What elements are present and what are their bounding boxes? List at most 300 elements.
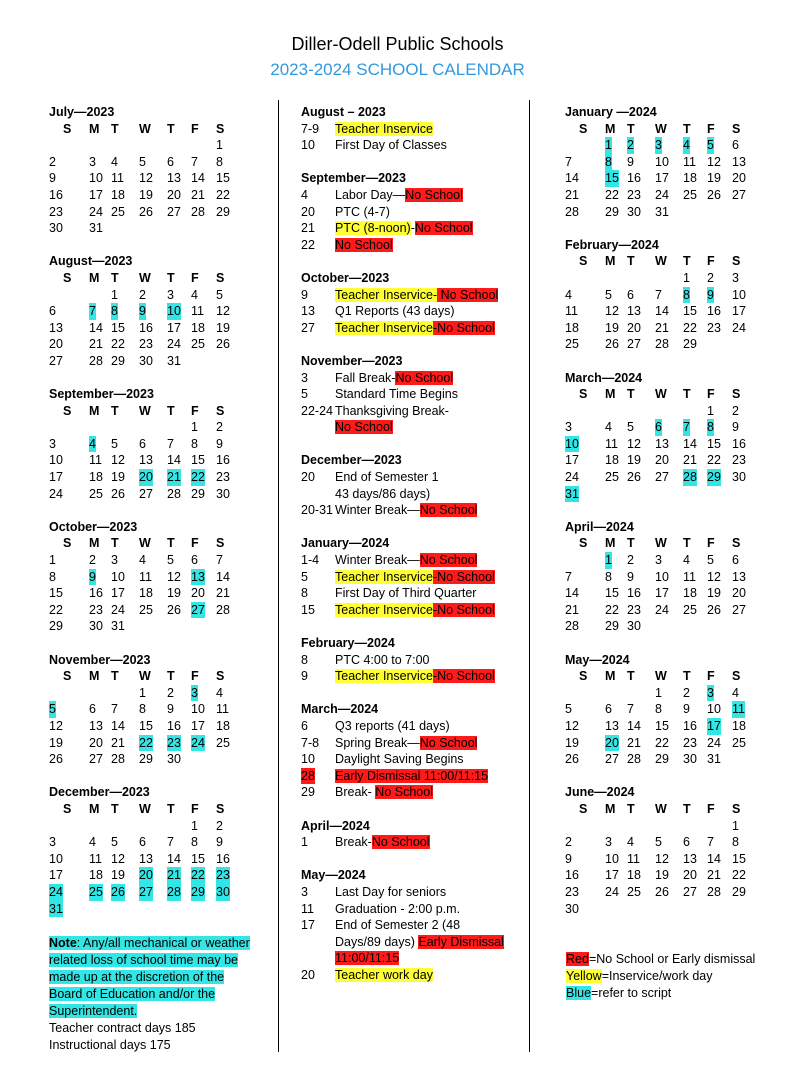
day-cell: 24	[655, 187, 669, 202]
left-calendar-column	[49, 104, 230, 934]
weekday-header: S	[732, 669, 741, 684]
weekday-header: W	[655, 387, 667, 402]
day-cell: 29	[605, 619, 619, 634]
event-text-part: -No School	[432, 602, 495, 617]
day-cell: 30	[565, 901, 579, 916]
weekday-header: T	[111, 801, 119, 816]
event-line	[301, 718, 450, 735]
month-title: December—2023	[49, 785, 150, 800]
event-date: 7-8	[301, 735, 320, 750]
day-cell: 11	[627, 851, 640, 866]
week-row	[565, 735, 746, 752]
legend-key: Red	[566, 952, 589, 966]
day-cell: 25	[683, 187, 697, 202]
day-cell: 13	[605, 718, 619, 733]
week-row	[49, 287, 223, 304]
event-line	[301, 602, 495, 619]
weekday-header: S	[216, 536, 225, 551]
week-row	[565, 818, 739, 835]
day-cell: 5	[216, 287, 223, 302]
event-month-title: November—2023	[301, 353, 403, 368]
day-cell: 1	[49, 553, 56, 568]
month-title: July—2023	[49, 105, 115, 119]
day-cell: 2	[732, 403, 739, 418]
day-cell: 26	[111, 884, 125, 899]
day-cell: 4	[683, 138, 690, 153]
day-cell: 11	[216, 702, 229, 717]
legend-key: Yellow	[566, 969, 602, 983]
month-calendar	[49, 253, 230, 369]
event-month-section	[301, 270, 499, 336]
week-row	[49, 618, 154, 635]
day-cell: 8	[139, 702, 146, 717]
weekday-header: W	[139, 121, 151, 136]
day-cell: 16	[167, 718, 181, 733]
event-date: 1-4	[301, 553, 320, 568]
month-calendar	[49, 784, 230, 917]
day-cell: 19	[216, 320, 230, 335]
event-text-part: Q3 reports (41 days)	[335, 718, 450, 733]
column-divider-left	[278, 100, 279, 1052]
day-cell: 22	[683, 320, 697, 335]
week-row	[565, 469, 746, 486]
event-month-title: October—2023	[301, 270, 390, 285]
day-cell: 17	[565, 453, 579, 468]
event-line	[301, 187, 463, 204]
event-line	[301, 220, 473, 237]
day-cell: 21	[191, 187, 205, 202]
day-cell: 4	[139, 553, 146, 568]
day-cell: 22	[707, 453, 721, 468]
weekday-header: F	[707, 669, 715, 684]
event-text	[335, 585, 476, 602]
day-cell: 2	[565, 835, 572, 850]
weekday-header: T	[167, 270, 175, 285]
day-cell: 5	[627, 420, 634, 435]
weekday-header: T	[683, 801, 691, 816]
week-row	[565, 452, 746, 469]
day-cell: 27	[655, 470, 669, 485]
weekday-header: M	[89, 801, 100, 816]
day-cell: 22	[732, 868, 746, 883]
day-cell: 28	[565, 619, 579, 634]
week-row	[49, 154, 223, 171]
week-row	[49, 220, 154, 237]
month-title: November—2023	[49, 652, 151, 667]
weekday-header: M	[605, 387, 616, 402]
day-cell: 28	[167, 486, 181, 501]
day-cell: 14	[111, 718, 125, 733]
day-cell: 21	[111, 735, 125, 750]
day-cell: 20	[89, 735, 103, 750]
day-cell: 26	[605, 337, 619, 352]
event-line	[301, 585, 477, 602]
month-calendar	[565, 784, 746, 917]
event-text-part: No School	[419, 553, 478, 568]
event-line	[301, 652, 430, 669]
day-cell: 21	[565, 602, 579, 617]
day-cell: 25	[683, 602, 697, 617]
week-row	[565, 884, 746, 901]
day-cell: 16	[732, 436, 746, 451]
event-text	[335, 668, 495, 685]
day-cell: 11	[111, 171, 124, 186]
week-row	[49, 718, 230, 735]
event-text-part: 11:00/11:15	[335, 951, 400, 966]
day-cell: 8	[111, 304, 118, 319]
event-line	[301, 287, 499, 304]
weekday-header-row	[565, 535, 741, 552]
week-row	[49, 419, 223, 436]
day-cell: 18	[139, 586, 153, 601]
day-cell: 3	[655, 553, 662, 568]
month-calendar	[49, 104, 230, 237]
event-text-part: Teacher Inservice	[335, 320, 433, 335]
weekday-header: F	[191, 121, 199, 136]
day-cell: 16	[565, 868, 579, 883]
week-row	[49, 486, 230, 503]
day-cell: 18	[732, 718, 746, 733]
day-cell: 18	[89, 470, 103, 485]
month-title: March—2024	[565, 370, 643, 385]
day-cell: 12	[605, 304, 619, 319]
day-cell: 30	[167, 752, 181, 767]
day-cell: 7	[683, 420, 690, 435]
event-text-part: No School	[335, 237, 393, 252]
event-text-part: No School	[371, 835, 430, 850]
page-title: Diller-Odell Public Schools	[291, 34, 504, 54]
weekday-header: S	[579, 121, 588, 136]
weekday-header: W	[139, 270, 151, 285]
event-text-part: PTC (4-7)	[335, 204, 390, 219]
day-cell: 28	[89, 353, 103, 368]
day-cell: 15	[216, 171, 230, 186]
day-cell: 13	[191, 569, 205, 584]
day-cell: 24	[565, 470, 579, 485]
day-cell: 27	[167, 204, 181, 219]
day-cell: 8	[191, 835, 198, 850]
day-cell: 6	[732, 138, 739, 153]
day-cell: 23	[627, 187, 641, 202]
event-line	[301, 901, 461, 918]
event-line	[301, 137, 447, 154]
day-cell: 29	[655, 752, 669, 767]
weekday-header: T	[111, 270, 119, 285]
weekday-header: M	[89, 121, 100, 136]
weekday-header: S	[579, 254, 588, 269]
event-text-part: End of Semester 2 (48	[335, 918, 461, 933]
day-cell: 21	[167, 868, 181, 883]
event-date: 10	[301, 752, 315, 767]
note-label: Note	[49, 936, 77, 950]
weekday-header-row	[49, 535, 225, 552]
right-calendar-column	[565, 104, 746, 934]
day-cell: 7	[167, 436, 174, 451]
weekday-header: T	[167, 403, 175, 418]
event-date: 3	[301, 370, 308, 385]
weekday-header: T	[683, 536, 691, 551]
day-cell: 5	[111, 835, 118, 850]
day-cell: 1	[683, 270, 690, 285]
day-cell: 18	[683, 171, 697, 186]
event-date: 29	[301, 785, 315, 800]
day-cell: 14	[191, 171, 205, 186]
week-row	[565, 137, 739, 154]
event-line	[301, 320, 495, 337]
day-cell: 4	[732, 685, 739, 700]
event-text-part: First Day of Classes	[335, 138, 447, 153]
week-row	[565, 751, 721, 768]
day-cell: 27	[627, 337, 641, 352]
month-calendar	[49, 519, 230, 635]
event-text-part: Last Day for seniors	[335, 884, 447, 899]
day-cell: 30	[216, 486, 230, 501]
event-line	[301, 751, 464, 768]
month-title: October—2023	[49, 519, 138, 534]
day-cell: 19	[111, 470, 125, 485]
week-row	[49, 735, 230, 752]
weekday-header-row	[565, 668, 741, 685]
day-cell: 14	[627, 718, 641, 733]
day-cell: 23	[49, 204, 63, 219]
weekday-header-row	[565, 253, 741, 270]
week-row	[565, 602, 746, 619]
day-cell: 3	[89, 154, 96, 169]
day-cell: 4	[605, 420, 612, 435]
day-cell: 28	[683, 470, 697, 485]
day-cell: 8	[191, 436, 198, 451]
event-text	[335, 751, 464, 768]
event-text	[335, 602, 495, 619]
day-cell: 11	[565, 304, 578, 319]
day-cell: 21	[565, 187, 579, 202]
day-cell: 8	[605, 154, 612, 169]
weekday-header-row	[49, 403, 225, 420]
day-cell: 31	[111, 619, 125, 634]
week-row	[565, 270, 739, 287]
week-row	[565, 436, 746, 453]
event-text	[335, 552, 477, 569]
day-cell: 14	[565, 586, 579, 601]
day-cell: 8	[707, 420, 714, 435]
day-cell: 12	[707, 569, 721, 584]
day-cell: 5	[139, 154, 146, 169]
day-cell: 18	[89, 868, 103, 883]
event-date: 20	[301, 470, 315, 485]
day-cell: 10	[732, 287, 746, 302]
weekday-header: T	[167, 801, 175, 816]
week-row	[49, 353, 181, 370]
weekday-header: M	[605, 536, 616, 551]
day-cell: 9	[683, 702, 690, 717]
event-text-part: No School	[437, 287, 499, 302]
weekday-header: T	[111, 536, 119, 551]
weekday-header: S	[579, 536, 588, 551]
day-cell: 30	[627, 619, 641, 634]
weekday-header: T	[627, 536, 635, 551]
event-text-part: Q1 Reports (43 days)	[335, 304, 455, 319]
day-cell: 30	[216, 884, 230, 899]
day-cell: 8	[605, 569, 612, 584]
day-cell: 28	[111, 752, 125, 767]
week-row	[565, 336, 697, 353]
day-cell: 2	[139, 287, 146, 302]
week-row	[565, 287, 746, 304]
weekday-header: T	[111, 403, 119, 418]
day-cell: 18	[565, 320, 579, 335]
event-line	[301, 934, 504, 951]
weekday-header: S	[63, 801, 72, 816]
day-cell: 4	[89, 436, 96, 451]
day-cell: 15	[191, 453, 205, 468]
day-cell: 19	[111, 868, 125, 883]
weekday-header: S	[216, 270, 225, 285]
weekday-header: T	[111, 121, 119, 136]
day-cell: 27	[191, 602, 205, 617]
events-column	[301, 104, 504, 1000]
day-cell: 11	[732, 702, 745, 717]
week-row	[565, 569, 746, 586]
event-date: 11	[301, 901, 314, 916]
weekday-header: W	[139, 801, 151, 816]
day-cell: 10	[49, 851, 63, 866]
event-text-part: Teacher work day	[335, 967, 433, 982]
day-cell: 21	[707, 868, 721, 883]
day-cell: 26	[49, 752, 63, 767]
event-line	[301, 884, 447, 901]
day-cell: 16	[216, 453, 230, 468]
weekday-header: S	[732, 801, 741, 816]
day-cell: 31	[89, 221, 103, 236]
day-cell: 19	[49, 735, 63, 750]
day-cell: 30	[732, 470, 746, 485]
day-cell: 25	[565, 337, 579, 352]
day-cell: 20	[605, 735, 619, 750]
event-month-title: February—2024	[301, 636, 395, 650]
event-line	[301, 502, 478, 519]
day-cell: 10	[655, 569, 669, 584]
day-cell: 16	[683, 718, 697, 733]
day-cell: 17	[655, 586, 669, 601]
day-cell: 13	[732, 569, 746, 584]
day-cell: 10	[707, 702, 721, 717]
day-cell: 6	[605, 702, 612, 717]
day-cell: 22	[139, 735, 153, 750]
day-cell: 24	[167, 337, 181, 352]
day-cell: 25	[111, 204, 125, 219]
event-line	[301, 552, 478, 569]
event-text	[335, 370, 453, 387]
day-cell: 18	[216, 718, 230, 733]
day-cell: 24	[111, 602, 125, 617]
day-cell: 9	[627, 569, 634, 584]
event-date: 21	[301, 221, 315, 236]
event-text-part: Daylight Saving Begins	[335, 752, 464, 767]
event-line	[301, 967, 433, 984]
day-cell: 22	[605, 187, 619, 202]
event-text-part: Teacher Inservice	[335, 121, 433, 136]
month-title: January —2024	[565, 105, 657, 119]
day-cell: 25	[627, 884, 641, 899]
day-cell: 1	[707, 403, 714, 418]
event-text	[335, 901, 460, 918]
week-row	[49, 851, 230, 868]
weekday-header: S	[63, 270, 72, 285]
week-row	[565, 486, 659, 503]
day-cell: 16	[89, 586, 103, 601]
day-cell: 9	[216, 835, 223, 850]
weekday-header: M	[89, 403, 100, 418]
weekday-header: T	[683, 254, 691, 269]
day-cell: 25	[89, 486, 103, 501]
day-cell: 30	[683, 752, 697, 767]
month-title: September—2023	[49, 387, 154, 402]
event-month-section	[301, 867, 504, 983]
day-cell: 27	[89, 752, 103, 767]
weekday-header: F	[191, 403, 199, 418]
month-calendar	[565, 104, 746, 220]
event-text-part: -	[410, 221, 415, 236]
day-cell: 1	[111, 287, 118, 302]
day-cell: 21	[89, 337, 103, 352]
day-cell: 15	[683, 304, 697, 319]
day-cell: 14	[683, 436, 697, 451]
day-cell: 18	[683, 586, 697, 601]
day-cell: 25	[89, 884, 103, 899]
weekday-header: F	[707, 536, 715, 551]
event-text-part: -No School	[432, 320, 495, 335]
day-cell: 2	[49, 154, 56, 169]
event-date: 28	[301, 768, 315, 783]
event-text	[335, 419, 393, 436]
day-cell: 9	[565, 851, 572, 866]
day-cell: 8	[49, 569, 56, 584]
weekday-header-row	[49, 668, 225, 685]
week-row	[565, 901, 659, 918]
event-line	[301, 668, 495, 685]
day-cell: 24	[49, 486, 63, 501]
weekday-header: T	[627, 669, 635, 684]
day-cell: 3	[111, 553, 118, 568]
day-cell: 15	[732, 851, 746, 866]
day-cell: 9	[707, 287, 714, 302]
day-cell: 4	[683, 553, 690, 568]
event-text-part: Teacher Inservice	[335, 669, 433, 684]
week-row	[49, 320, 230, 337]
week-row	[49, 303, 230, 320]
column-divider-right	[529, 100, 530, 1052]
event-text-part: Teacher Inservice-	[335, 287, 438, 302]
event-text-part: PTC (8-noon)	[335, 221, 411, 236]
week-row	[565, 154, 746, 171]
event-text	[335, 784, 433, 801]
event-text	[335, 834, 430, 851]
week-row	[49, 336, 230, 353]
day-cell: 27	[49, 353, 63, 368]
day-cell: 5	[111, 436, 118, 451]
week-row	[49, 170, 230, 187]
day-cell: 11	[89, 453, 102, 468]
event-date: 5	[301, 569, 308, 584]
day-cell: 15	[139, 718, 153, 733]
day-cell: 12	[707, 154, 721, 169]
day-cell: 9	[89, 569, 96, 584]
event-date: 20	[301, 967, 315, 982]
day-cell: 23	[216, 868, 230, 883]
day-cell: 1	[216, 138, 223, 153]
weekday-header: T	[627, 121, 635, 136]
event-text-part: Winter Break—	[335, 503, 420, 518]
